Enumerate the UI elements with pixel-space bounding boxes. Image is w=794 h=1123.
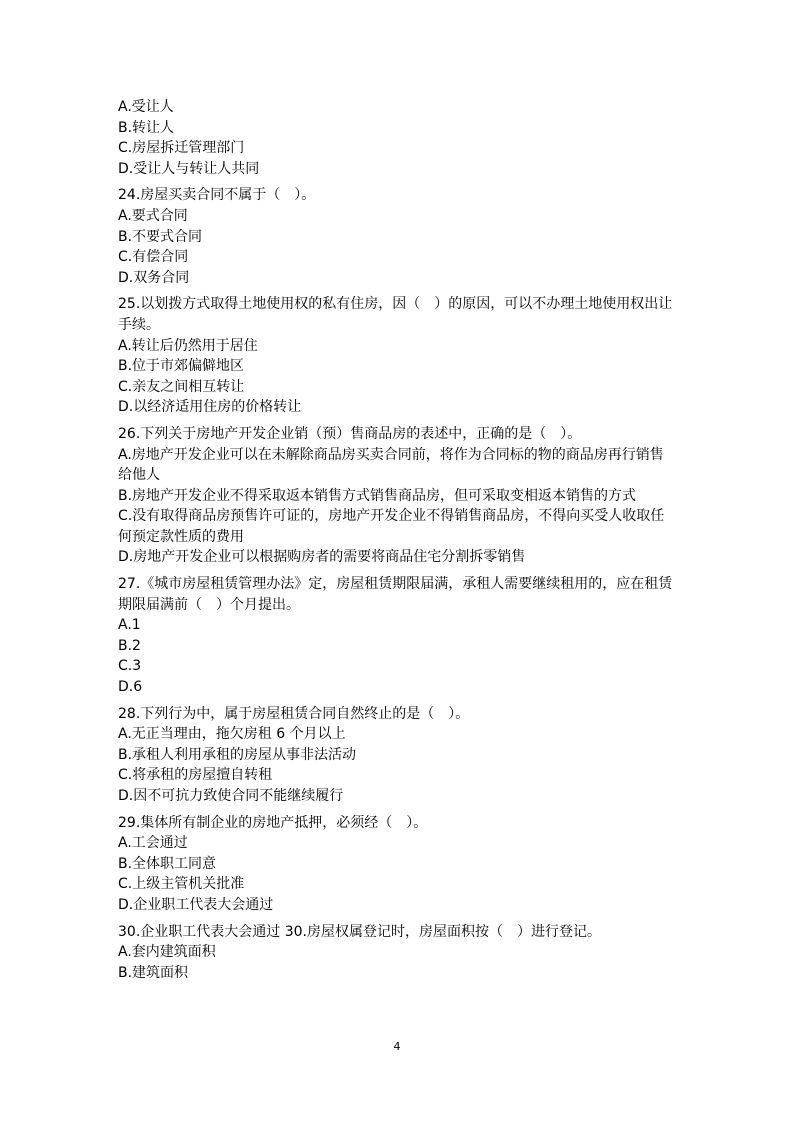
option-text: D.房地产开发企业可以根据购房者的需要将商品住宅分割拆零销售 bbox=[118, 549, 526, 566]
option-text: B.全体职工同意 bbox=[118, 855, 217, 872]
option-text: B.房地产开发企业不得采取返本销售方式销售商品房，但可采取变相返本销售的方式 bbox=[118, 487, 637, 504]
option-text: C.有偿合同 bbox=[118, 249, 189, 266]
option-text: B.承租人利用承租的房屋从事非法活动 bbox=[118, 746, 357, 763]
option-text: C.上级主管机关批准 bbox=[118, 876, 245, 893]
option-text: D.企业职工代表大会通过 bbox=[118, 896, 274, 913]
question-block bbox=[118, 185, 688, 288]
option-text: D.因不可抗力致使合同不能继续履行 bbox=[118, 788, 344, 804]
question-text: 期限届满前（ ）个月提出。 bbox=[118, 596, 300, 613]
question-block bbox=[118, 97, 688, 179]
page-number: 4 bbox=[393, 1040, 401, 1053]
option-text: 何预定款性质的费用 bbox=[118, 528, 244, 545]
option-text: 给他人 bbox=[118, 467, 160, 484]
option-text: D.6 bbox=[118, 679, 143, 696]
question-text: 28.下列行为中，属于房屋租赁合同自然终止的是（ ）。 bbox=[118, 705, 470, 722]
option-text: A.转让后仍然用于居住 bbox=[118, 337, 258, 354]
option-text: D.受让人与转让人共同 bbox=[118, 160, 260, 177]
option-text: A.1 bbox=[118, 617, 141, 634]
option-text: A.无正当理由，拖欠房租 6 个月以上 bbox=[118, 726, 346, 743]
question-text: 27.《城市房屋租赁管理办法》定，房屋租赁期限届满，承租人需要继续租用的，应在租赁 bbox=[118, 576, 673, 593]
option-text: C.3 bbox=[118, 658, 142, 675]
option-text: B.建筑面积 bbox=[118, 964, 189, 981]
option-text: A.要式合同 bbox=[118, 207, 188, 224]
question-block bbox=[118, 424, 688, 568]
option-text: C.将承租的房屋擅自转租 bbox=[118, 767, 273, 784]
option-text: D.以经济适用住房的价格转让 bbox=[118, 399, 302, 416]
question-block bbox=[118, 922, 688, 984]
option-text: B.不要式合同 bbox=[118, 228, 203, 245]
question-text: 25.以划拨方式取得土地使用权的私有住房，因（ ）的原因，可以不办理土地使用权出让 bbox=[118, 296, 673, 313]
option-text: B.转让人 bbox=[118, 119, 175, 136]
option-text: C.亲友之间相互转让 bbox=[118, 378, 245, 395]
question-block bbox=[118, 704, 688, 807]
option-text: D.双务合同 bbox=[118, 269, 190, 286]
question-text: 24.房屋买卖合同不属于（ ）。 bbox=[118, 187, 316, 204]
option-text: B.2 bbox=[118, 637, 141, 654]
question-text: 26.下列关于房地产开发企业销（预）售商品房的表述中，正确的是（ ）。 bbox=[118, 425, 582, 442]
question-block bbox=[118, 813, 688, 916]
question-text: 30.企业职工代表大会通过 30.房屋权属登记时，房屋面积按（ ）进行登记。 bbox=[118, 923, 601, 940]
option-text: A.工会通过 bbox=[118, 835, 188, 852]
option-text: A.受让人 bbox=[118, 99, 174, 115]
question-text: 29.集体所有制企业的房地产抵押，必须经（ ）。 bbox=[118, 814, 428, 831]
document-body bbox=[118, 97, 688, 989]
question-text: 手续。 bbox=[118, 316, 160, 333]
option-text: C.没有取得商品房预售许可证的，房地产开发企业不得销售商品房，不得向买受人收取任 bbox=[118, 508, 665, 525]
question-block bbox=[118, 574, 688, 698]
option-text: A.套内建筑面积 bbox=[118, 944, 216, 961]
option-text: A.房地产开发企业可以在未解除商品房买卖合同前，将作为合同标的物的商品房再行销售 bbox=[118, 446, 664, 463]
option-text: B.位于市郊偏僻地区 bbox=[118, 358, 245, 375]
option-text: C.房屋拆迁管理部门 bbox=[118, 140, 245, 157]
question-block bbox=[118, 294, 688, 418]
